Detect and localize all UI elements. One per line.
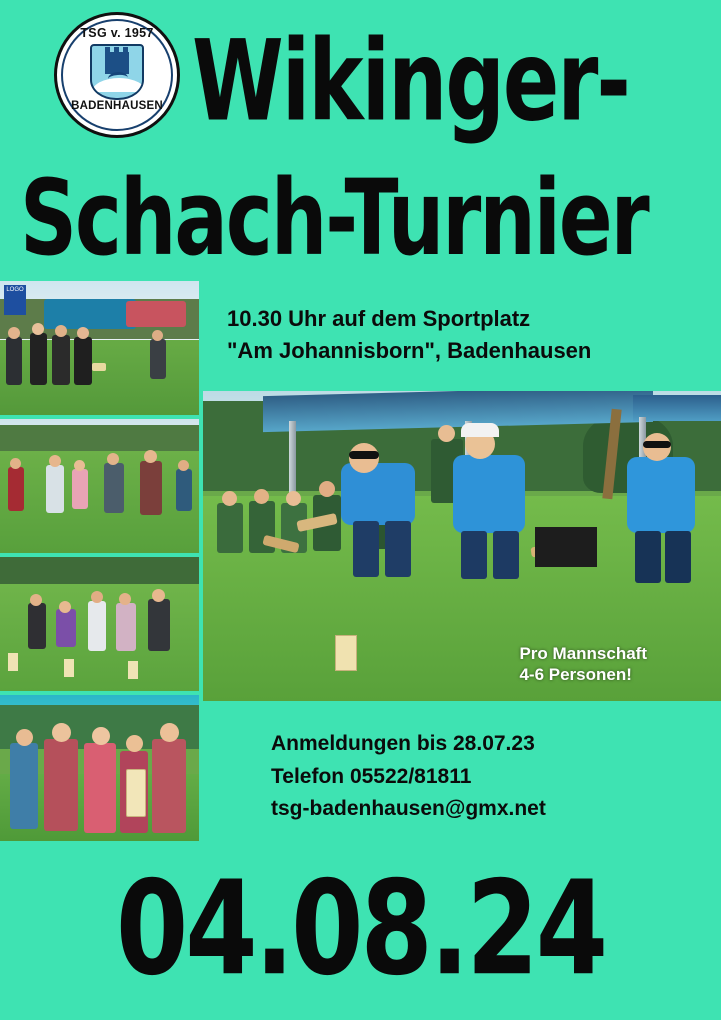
photo3-person-head [152, 589, 165, 602]
photo4-person-head [16, 729, 33, 746]
logo-tower-icon [105, 52, 129, 74]
photo4-person-head [126, 735, 143, 752]
logo-top-text: TSG v. 1957 [80, 26, 154, 40]
photo-team-tent [0, 281, 199, 415]
photo3-person [116, 603, 136, 651]
photo2-person-head [144, 450, 157, 463]
main-spectator-head [254, 489, 269, 504]
photo1-person-head [32, 323, 44, 335]
photo1-person [74, 337, 92, 385]
event-date: 04.08.24 [115, 852, 606, 1005]
main-player-right-leg [635, 531, 661, 583]
main-player-leg [461, 531, 487, 579]
photo1-wooden-block [92, 363, 106, 371]
main-player-leg [493, 531, 519, 579]
photo4-person [84, 743, 116, 833]
photo2-person [46, 465, 64, 513]
photo4-person [10, 743, 38, 829]
logo-bottom-text: BADENHAUSEN [71, 100, 163, 112]
pro-mannschaft-line-2: 4-6 Personen! [519, 664, 632, 684]
photo4-person [152, 739, 186, 833]
photo2-person-head [49, 455, 61, 467]
photo3-person-head [91, 591, 103, 603]
photo1-person-head [152, 330, 163, 341]
photo1-pavilion-red [126, 301, 186, 327]
photo-team-portrait [0, 695, 199, 841]
main-player-sunglasses-icon [349, 451, 379, 459]
event-subtitle [227, 303, 707, 367]
photo3-wooden-block [8, 653, 18, 671]
title-line-2: Schach-Turnier [20, 158, 648, 279]
photo4-person-head [52, 723, 71, 742]
photo1-person [30, 333, 47, 385]
main-spectator-head [438, 425, 455, 442]
photo1-person [52, 335, 70, 385]
logo-shield-icon [90, 44, 144, 100]
main-player-right-leg [665, 531, 691, 583]
photo3-person-head [119, 593, 131, 605]
photo3-person [28, 603, 46, 649]
photo-throwing [0, 557, 199, 691]
main-kubb-block [335, 635, 357, 671]
photo2-person-head [107, 453, 119, 465]
title-line-1: Wikinger- [192, 16, 629, 147]
photo2-person-head [178, 460, 189, 471]
photo2-person [72, 469, 88, 509]
photo1-person-head [8, 327, 20, 339]
photo3-person [148, 599, 170, 651]
photo2-person [176, 469, 192, 511]
main-spectator-head [286, 491, 301, 506]
main-crate [535, 527, 597, 567]
subtitle-line-2: "Am Johannisborn", Badenhausen [227, 337, 592, 363]
photo3-person [56, 609, 76, 647]
photo3-wooden-block [64, 659, 74, 677]
photo4-person-head [92, 727, 110, 745]
photo2-grass [0, 451, 199, 553]
pro-mannschaft-line-1: Pro Mannschaft [519, 643, 647, 663]
main-canopy-2 [633, 395, 721, 421]
photo1-person [6, 337, 22, 385]
main-player-cap-icon [461, 423, 499, 437]
photo4-person [44, 739, 78, 831]
photo3-treeline [0, 557, 199, 587]
photo1-person [150, 339, 166, 379]
photo3-person-head [59, 601, 71, 613]
phone-number: Telefon 05522/81811 [271, 764, 472, 788]
main-spectator-head [319, 481, 335, 497]
main-player-right-torso [627, 457, 695, 533]
photo2-person-head [10, 458, 21, 469]
photo1-person-head [55, 325, 67, 337]
photo2-person [8, 467, 24, 511]
photo3-person [88, 601, 106, 651]
photo1-banner: LOGO [4, 285, 26, 315]
photo3-wooden-block [128, 661, 138, 679]
subtitle-line-1: 10.30 Uhr auf dem Sportplatz [227, 306, 531, 331]
pro-mannschaft-note [519, 643, 647, 686]
main-spectator [217, 503, 243, 553]
photo4-person-head [160, 723, 179, 742]
main-player-right-sunglasses-icon [643, 441, 671, 448]
photo-main-action [203, 391, 721, 701]
email-address[interactable]: tsg-badenhausen@gmx.net [271, 797, 546, 821]
main-player-blue-torso [341, 463, 415, 525]
photo2-person [104, 463, 124, 513]
tsg-logo [54, 12, 184, 142]
photo-players-field [0, 419, 199, 553]
photo1-person-head [77, 327, 89, 339]
main-spectator-head [222, 491, 237, 506]
contact-block [271, 728, 546, 826]
registration-deadline: Anmeldungen bis 28.07.23 [271, 732, 535, 755]
photo2-person-head [74, 460, 85, 471]
main-player-white-cap-torso [453, 455, 525, 533]
main-player-blue-leg [385, 521, 411, 577]
photo3-person-head [30, 594, 42, 606]
photo2-person [140, 461, 162, 515]
photo4-trophy-block [126, 769, 146, 817]
main-player-blue-leg [353, 521, 379, 577]
